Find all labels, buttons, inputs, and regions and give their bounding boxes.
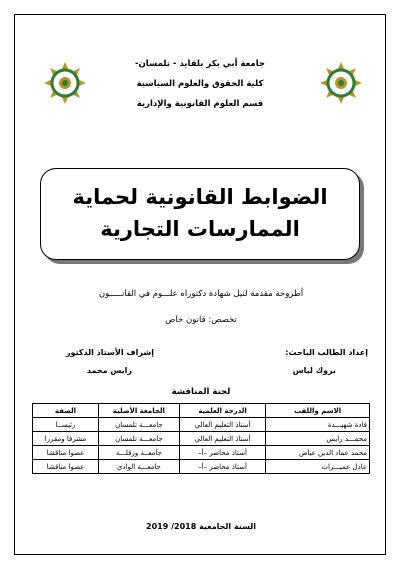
table-row <box>33 460 370 474</box>
supervisor-name: رايس محمد <box>86 366 132 375</box>
member-name: عادل عميـــرات <box>266 460 370 474</box>
member-role: عضوا مناقشا <box>33 460 99 474</box>
member-university: جامعــة ورقلـــة <box>98 446 179 460</box>
member-rank: أستاذ التعليم العالي <box>179 432 265 446</box>
thesis-title-line1: الضوابط القانونية لحماية <box>72 185 328 209</box>
col-university-header: الجامعة الأصلية <box>98 404 179 418</box>
member-rank: أستاذ محاضر –أ– <box>179 460 265 474</box>
thesis-title-line2: الممارسات التجارية <box>100 217 300 241</box>
thesis-title-box <box>40 168 360 260</box>
supervisor-label: إشراف الأستاذ الدكتور <box>65 348 154 357</box>
university-name: جامعة أبي بكر بلقايد - تلمسان- <box>134 59 266 69</box>
col-name-header: الاسم واللقب <box>266 404 370 418</box>
table-row <box>33 446 370 460</box>
thesis-subtitle: أطروحة مقدمة لنيل شهادة دكتوراه علـــوم في القانـــــون <box>98 289 304 299</box>
member-role: مشرفا ومقررا <box>33 432 99 446</box>
member-university: جامعـــة تلمسان <box>98 418 179 432</box>
specialty: تخصص: قانون خاص <box>165 315 237 325</box>
table-row <box>33 432 370 446</box>
prepared-by-label: إعداد الطالب الباحث: <box>285 348 368 357</box>
member-name: محمـــد رايس <box>266 432 370 446</box>
member-rank: أستاذ التعليم العالي <box>179 418 265 432</box>
member-role: رئيســا <box>33 418 99 432</box>
jury-header-row <box>33 404 370 418</box>
department-name: قسم العلوم القانونية والإدارية <box>136 99 264 109</box>
table-row <box>33 418 370 432</box>
member-university: جامعـــة الوادي <box>98 460 179 474</box>
member-rank: أستاذ محاضر –أ– <box>179 446 265 460</box>
member-university: جامعـــة تلمسان <box>98 432 179 446</box>
academic-year: السنة الجامعية 2018/ 2019 <box>146 522 256 531</box>
member-name: قادة شهيـــدة <box>266 418 370 432</box>
student-name: بروك لياس <box>292 366 336 375</box>
col-role-header: الصفة <box>33 404 99 418</box>
jury-title: لجنة المناقشة <box>171 387 231 397</box>
jury-table <box>32 403 370 474</box>
member-name: محمد عماد الدين عياض <box>266 446 370 460</box>
col-rank-header: الدرجة العلمية <box>179 404 265 418</box>
member-role: عضوا مناقشا <box>33 446 99 460</box>
university-emblem-right <box>318 60 364 106</box>
faculty-name: كلية الحقوق والعلوم السياسية <box>136 79 264 89</box>
university-emblem-left <box>42 60 88 106</box>
